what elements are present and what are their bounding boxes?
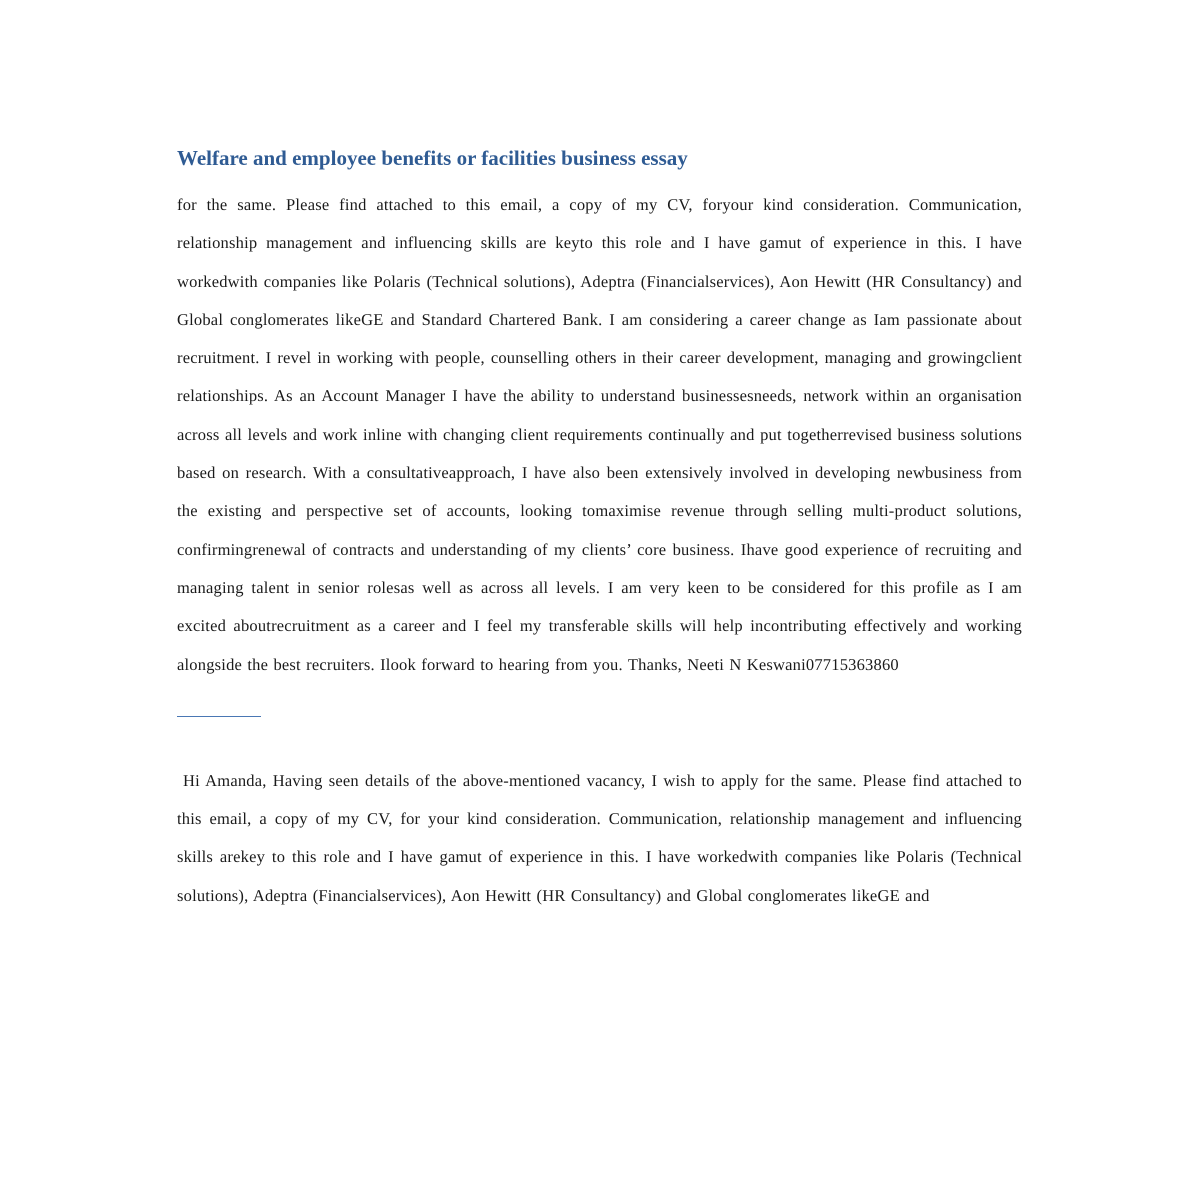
document-page: [177, 140, 1022, 915]
section-divider: [177, 700, 1022, 740]
divider-line: [177, 716, 261, 717]
essay-paragraph-1: for the same. Please find attached to this email, a copy of my CV, foryour kind consideration. Communication, relationship management and influencing skills are keyto this role and I have gamut of experience in this. I have workedwith companies like Polaris (Technical solutions), Adeptra (Financialservices), Aon Hewitt (HR Consultancy) and Global conglomerates likeGE and Standard Chartered Bank. I am considering a career change as Iam passionate about recruitment. I revel in working with people, counselling others in their career development, managing and growingclient relationships. As an Account Manager I have the ability to understand businessesneeds, network within an organisation across all levels and work inline with changing client requirements continually and put togetherrevised business solutions based on research. With a consultativeapproach, I have also been extensively involved in developing newbusiness from the existing and perspective set of accounts, looking tomaximise revenue through selling multi-product solutions, confirmingrenewal of contracts and understanding of my clients’ core business. Ihave good experience of recruiting and managing talent in senior rolesas well as across all levels. I am very keen to be considered for this profile as I am excited aboutrecruitment as a career and I feel my transferable skills will help incontributing effectively and working alongside the best recruiters. Ilook forward to hearing from you. Thanks, Neeti N Keswani07715363860: [177, 195, 1022, 674]
essay-paragraph-2: Hi Amanda, Having seen details of the above-mentioned vacancy, I wish to apply for the same. Please find attached to this email, a copy of my CV, for your kind consideration. Communication, relationship management and influencing skills arekey to this role and I have gamut of experience in this. I have workedwith companies like Polaris (Technical solutions), Adeptra (Financialservices), Aon Hewitt (HR Consultancy) and Global conglomerates likeGE and: [177, 770, 1022, 905]
essay-title: Welfare and employee benefits or facilities business essay: [177, 146, 688, 170]
